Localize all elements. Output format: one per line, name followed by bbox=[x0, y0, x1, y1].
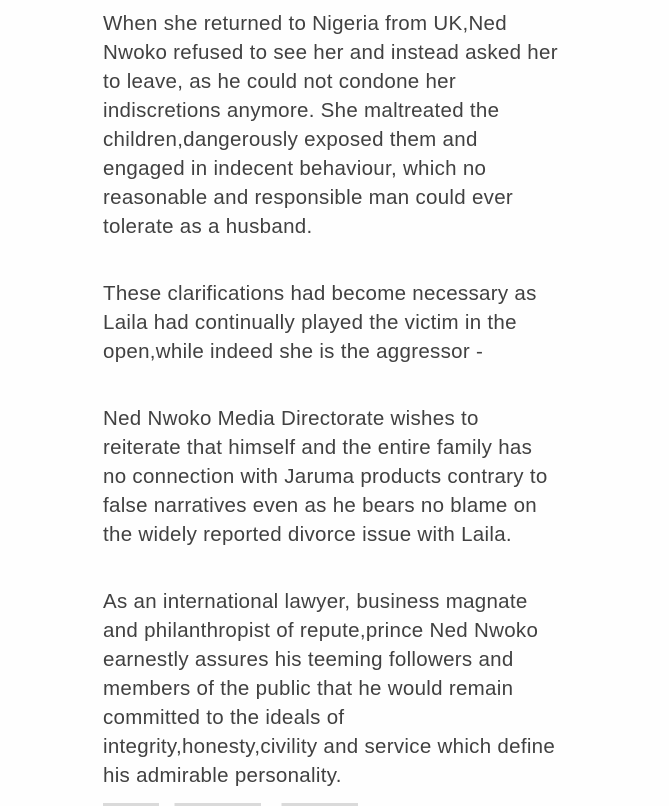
cropped-next-line-artifact bbox=[103, 802, 358, 806]
text-line: false narratives even as he bears no blame on bbox=[103, 494, 537, 517]
text-line: tolerate as a husband. bbox=[103, 215, 313, 238]
text-line: integrity,honesty,civility and service which define bbox=[103, 735, 556, 758]
text-line: and philanthropist of repute,prince Ned Nwoko bbox=[103, 619, 539, 642]
text-line: These clarifications had become necessary as bbox=[103, 282, 537, 305]
text-line: no connection with Jaruma products contrary to bbox=[103, 465, 548, 488]
paragraph-3 bbox=[103, 404, 583, 549]
text-line: When she returned to Nigeria from UK,Ned bbox=[103, 12, 507, 35]
text-line: reasonable and responsible man could ever bbox=[103, 186, 514, 209]
text-line: open,while indeed she is the aggressor - bbox=[103, 340, 484, 363]
text-line: indiscretions anymore. She maltreated the bbox=[103, 99, 500, 122]
paragraph-1 bbox=[103, 9, 583, 241]
text-line: earnestly assures his teeming followers and bbox=[103, 648, 514, 671]
text-line: committed to the ideals of bbox=[103, 706, 345, 729]
text-line: children,dangerously exposed them and bbox=[103, 128, 478, 151]
text-line: Nwoko refused to see her and instead asked her bbox=[103, 41, 558, 64]
text-line: members of the public that he would remain bbox=[103, 677, 514, 700]
text-line: the widely reported divorce issue with Laila. bbox=[103, 523, 512, 546]
text-line: reiterate that himself and the entire family has bbox=[103, 436, 533, 459]
paragraph-4 bbox=[103, 587, 583, 790]
text-line: to leave, as he could not condone her bbox=[103, 70, 457, 93]
text-line: Ned Nwoko Media Directorate wishes to bbox=[103, 407, 479, 430]
paragraph-2 bbox=[103, 279, 583, 366]
text-line: As an international lawyer, business magnate bbox=[103, 590, 528, 613]
text-line: engaged in indecent behaviour, which no bbox=[103, 157, 487, 180]
statement-text bbox=[103, 9, 583, 790]
text-line: his admirable personality. bbox=[103, 764, 342, 787]
text-line: Laila had continually played the victim in the bbox=[103, 311, 517, 334]
